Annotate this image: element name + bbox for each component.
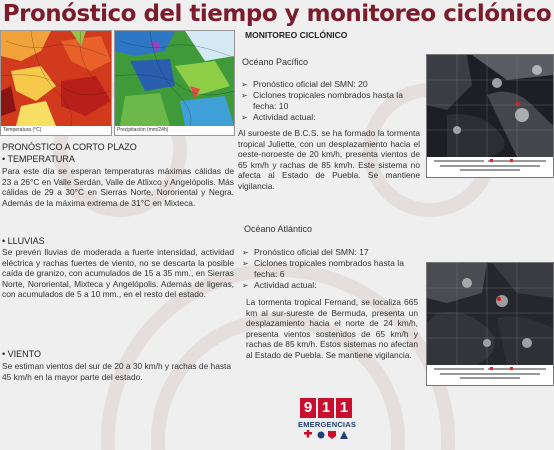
- pacific-bullets: [241, 79, 421, 123]
- atlantic-title: Océano Atlántico: [244, 224, 313, 234]
- atlantic-satellite-caption: [427, 365, 553, 385]
- precipitation-map-label: Precipitación (mm/24h): [115, 126, 234, 135]
- atlantic-bullet: ➢ Actividad actual:: [242, 280, 422, 291]
- page-title: Pronóstico del tiempo y monitoreo ciclónico: [2, 1, 552, 27]
- storm-marker-icon: [497, 297, 501, 301]
- pacific-satellite-image: [426, 54, 554, 178]
- pacific-bullet: ➢ Actividad actual:: [241, 112, 421, 123]
- pacific-bullet: ➢ Pronóstico oficial del SMN: 20: [241, 79, 421, 90]
- wind-text: Se estiman vientos del sur de 20 a 30 km/h y rachas de hasta 45 km/h en la mayor parte del estado.: [2, 361, 232, 382]
- rain-title: • LLUVIAS: [2, 236, 45, 246]
- satellite-legend-icon: [430, 365, 550, 381]
- logo-digit-1: 1: [318, 398, 334, 418]
- shield-icon: [328, 431, 336, 439]
- rain-text: Se prevén lluvias de moderada a fuerte intensidad, actividad eléctrica y rachas fuertes de viento, no se descarta la posible caída de granizo, con acumulados de 15 a 35 mm., en Sierras Norte, Nororiental, Mixteca y Angelópolis. Además de ligeras, con acumulados de 5 a 10 mm., en el resto del estado.: [2, 247, 234, 300]
- atlantic-bullet: ➢ Pronóstico oficial del SMN: 17: [242, 247, 422, 258]
- temperature-map-label: Temperatura (°C): [1, 126, 111, 135]
- pacific-text: Al suroeste de B.C.S. se ha formado la tormenta tropical Juliette, con un desplazamiento hacia el oeste-noroeste de 20 km/h, presenta vientos de 65 km/h y rachas de 85 km/h. Este sistema no afecta al Estado de Puebla. Se mantiene vigilancia.: [238, 128, 420, 191]
- precipitation-map: [114, 30, 235, 136]
- atlantic-satellite-image: [426, 262, 554, 386]
- logo-digit-1b: 1: [336, 398, 352, 418]
- medical-cross-icon: [304, 430, 312, 438]
- temperature-text: Para este día se esperan temperaturas máximas cálidas de 23 a 26°C en Valle Serdán, Valle de Atlixco y Angelópolis. Más cálidas de 29 a 30°C en Sierras Norte, Nororiental y Negra. Además de la máxima extrema de 31°C en Mixteca.: [2, 166, 234, 208]
- atlantic-text: La tormenta tropical Fernand, se localiza 665 km al sur-sureste de Bermuda, presenta un desplazamiento hacia el norte de 24 km/h, presenta vientos sostenidos de 65 km/h y rachas de 85 km/h. Estos sistemas no afectan al Estado de Puebla. Se mantiene vigilancia.: [246, 297, 418, 360]
- pacific-title: Océano Pacífico: [242, 57, 309, 67]
- atlantic-satellite-picture: [427, 263, 553, 365]
- pacific-satellite-caption: [427, 157, 553, 177]
- logo-digit-9: 9: [300, 398, 316, 418]
- temperature-map-image: [1, 31, 111, 126]
- wind-title: • VIENTO: [2, 349, 41, 359]
- atlantic-bullets: [242, 247, 422, 291]
- logo-label: EMERGENCIAS: [298, 420, 357, 429]
- temperature-map: [0, 30, 112, 136]
- storm-marker-icon: [516, 102, 520, 106]
- logo-number: [300, 398, 352, 418]
- satellite-legend-icon: [430, 157, 550, 173]
- pacific-bullet: ➢ Ciclones tropicales nombrados hasta la fecha: 10: [241, 90, 421, 112]
- cyclone-heading: MONITOREO CICLÓNICO: [245, 30, 348, 40]
- police-icon: [318, 432, 325, 439]
- temperature-title: • TEMPERATURA: [2, 154, 75, 164]
- forecast-heading: PRONÓSTICO A CORTO PLAZO: [2, 142, 137, 152]
- precipitation-map-image: [115, 31, 234, 126]
- warning-icon: [340, 431, 348, 439]
- emergency-911-logo: [298, 398, 357, 444]
- atlantic-bullet: ➢ Ciclones tropicales nombrados hasta la fecha: 6: [242, 258, 422, 280]
- pacific-satellite-picture: [427, 55, 553, 157]
- logo-icons: [298, 430, 354, 442]
